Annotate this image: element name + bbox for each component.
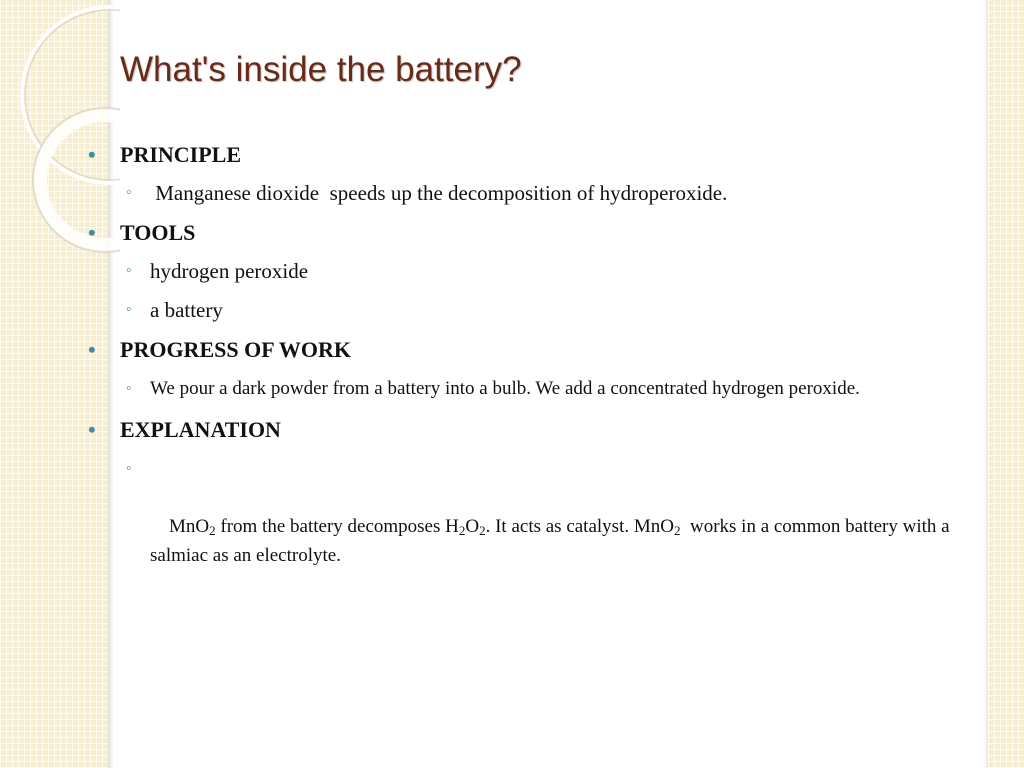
bullet-ring-icon: ◦ bbox=[126, 301, 132, 318]
bullet-dot-icon: • bbox=[88, 417, 96, 442]
list-item bbox=[88, 257, 968, 285]
bullet-dot-icon: • bbox=[88, 142, 96, 167]
list-item bbox=[88, 454, 968, 599]
item-text: hydrogen peroxide bbox=[150, 259, 309, 283]
item-text: Manganese dioxide speeds up the decomposition of hydroperoxide. bbox=[150, 181, 728, 205]
heading-text: PROGRESS OF WORK bbox=[120, 337, 352, 362]
list-item bbox=[88, 374, 968, 403]
right-decorative-band bbox=[988, 0, 1024, 768]
bullet-ring-icon: ◦ bbox=[126, 184, 132, 201]
section-heading-explanation bbox=[88, 415, 968, 445]
item-text: a battery bbox=[150, 298, 223, 322]
slide-title: What's inside the battery? bbox=[120, 50, 522, 89]
heading-text: PRINCIPLE bbox=[120, 142, 242, 167]
heading-text: TOOLS bbox=[120, 220, 196, 245]
bullet-dot-icon: • bbox=[88, 337, 96, 362]
item-text: We pour a dark powder from a battery into a bulb. We add a concentrated hydrogen peroxide. bbox=[150, 378, 860, 399]
bullet-ring-icon: ◦ bbox=[126, 380, 132, 397]
section-heading-principle bbox=[88, 140, 968, 170]
section-heading-tools bbox=[88, 218, 968, 248]
section-heading-progress bbox=[88, 335, 968, 365]
bullet-dot-icon: • bbox=[88, 220, 96, 245]
list-item bbox=[88, 179, 968, 207]
bullet-ring-icon: ◦ bbox=[126, 262, 132, 279]
heading-text: EXPLANATION bbox=[120, 417, 281, 442]
explanation-text: MnO$_2$ from the battery decomposes $H_2O_2$. It acts as catalyst. MnO$_2$ works in a common battery with a salmiac as an electrolyte. bbox=[150, 516, 955, 566]
slide-body bbox=[88, 140, 968, 611]
bullet-ring-icon: ◦ bbox=[126, 460, 132, 477]
list-item bbox=[88, 296, 968, 324]
